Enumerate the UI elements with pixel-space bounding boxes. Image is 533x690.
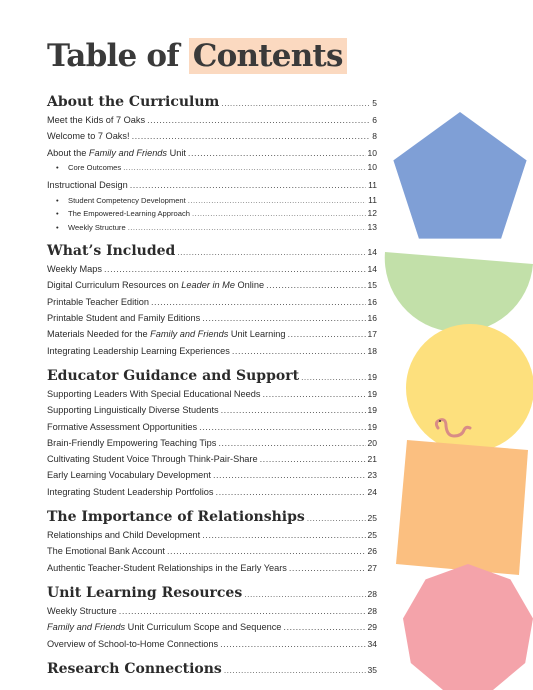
page-title bbox=[47, 38, 347, 74]
toc-label-post: Unit Learning bbox=[228, 329, 286, 340]
toc-leader-dots bbox=[289, 560, 366, 576]
toc-page-number: 19 bbox=[367, 388, 377, 399]
toc-page-number: 17 bbox=[367, 329, 377, 340]
toc-label: Printable Student and Family Editions bbox=[47, 313, 201, 324]
toc-page-number: 18 bbox=[367, 345, 377, 356]
toc-label: What’s Included bbox=[47, 243, 176, 260]
toc-leader-dots bbox=[221, 402, 366, 418]
toc-label bbox=[47, 326, 286, 342]
toc-section[interactable] bbox=[47, 507, 377, 527]
toc-section[interactable] bbox=[47, 366, 377, 386]
toc-leader-dots bbox=[218, 435, 365, 451]
toc-leader-dots bbox=[130, 177, 366, 193]
toc-leader-dots bbox=[213, 467, 366, 483]
toc-entry[interactable] bbox=[47, 145, 377, 161]
toc-leader-dots bbox=[167, 543, 366, 559]
toc-page-number: 28 bbox=[367, 605, 377, 616]
toc-leader-dots bbox=[151, 294, 366, 310]
toc-leader-dots bbox=[262, 386, 365, 402]
toc-label: • Core Outcomes bbox=[56, 161, 121, 175]
toc-page-number: 5 bbox=[372, 98, 377, 108]
toc-label: Meet the Kids of 7 Oaks bbox=[47, 115, 146, 125]
decorative-shapes-stack bbox=[380, 110, 533, 690]
toc-entry[interactable] bbox=[47, 435, 377, 451]
toc-page-number: 12 bbox=[367, 208, 377, 219]
toc-label: Cultivating Student Voice Through Think-Pair-Share bbox=[47, 454, 258, 465]
toc-page-number: 14 bbox=[367, 247, 377, 258]
toc-label-italic: Family and Friends bbox=[88, 147, 168, 158]
toc-entry[interactable] bbox=[47, 603, 377, 619]
toc-page-number: 10 bbox=[367, 147, 377, 158]
toc-leader-dots bbox=[307, 508, 366, 528]
toc-page-number: 35 bbox=[367, 664, 377, 675]
title-part-1: Table of bbox=[47, 38, 189, 74]
toc-label: Integrating Leadership Learning Experiences bbox=[47, 345, 230, 356]
toc-page-number: 24 bbox=[367, 486, 377, 497]
toc-page-number: 19 bbox=[367, 421, 377, 432]
table-of-contents bbox=[47, 92, 377, 679]
toc-subentry[interactable] bbox=[47, 221, 377, 235]
toc-page-number: 25 bbox=[367, 513, 377, 524]
toc-label: About the Curriculum bbox=[47, 94, 220, 110]
toc-page-number: 19 bbox=[367, 371, 377, 382]
toc-entry[interactable] bbox=[47, 277, 377, 293]
toc-page-number: 14 bbox=[367, 264, 377, 275]
toc-leader-dots bbox=[119, 603, 366, 619]
title-highlight: Contents bbox=[189, 38, 347, 74]
toc-leader-dots bbox=[224, 660, 366, 680]
toc-page-number: 13 bbox=[367, 221, 377, 232]
toc-page-number: 6 bbox=[372, 115, 377, 125]
toc-label-italic: Family and Friends bbox=[150, 329, 229, 340]
toc-leader-dots bbox=[199, 419, 365, 435]
toc-page-number: 21 bbox=[367, 454, 377, 465]
toc-label: The Emotional Bank Account bbox=[47, 546, 165, 557]
toc-label: Relationships and Child Development bbox=[47, 530, 201, 541]
toc-subentry[interactable] bbox=[47, 207, 377, 221]
toc-leader-dots bbox=[221, 93, 370, 113]
toc-entry[interactable] bbox=[47, 636, 377, 652]
toc-section[interactable] bbox=[47, 659, 377, 679]
toc-leader-dots bbox=[147, 112, 370, 128]
toc-entry[interactable] bbox=[47, 543, 377, 559]
circle-shape bbox=[406, 324, 533, 452]
toc-label: Integrating Student Leadership Portfolios bbox=[47, 486, 214, 497]
toc-leader-dots bbox=[188, 145, 366, 161]
toc-page-number: 11 bbox=[368, 194, 377, 205]
toc-label-pre: Materials Needed for the bbox=[47, 329, 151, 340]
toc-label: Formative Assessment Opportunities bbox=[47, 421, 198, 432]
toc-label: • The Empowered-Learning Approach bbox=[56, 207, 190, 221]
toc-label: Brain-Friendly Empowering Teaching Tips bbox=[47, 437, 217, 448]
toc-leader-dots bbox=[123, 161, 365, 175]
toc-leader-dots bbox=[216, 484, 366, 500]
toc-entry[interactable] bbox=[47, 177, 377, 193]
toc-page-number: 19 bbox=[367, 405, 377, 416]
toc-label bbox=[47, 145, 186, 161]
toc-label: Research Connections bbox=[47, 660, 222, 677]
toc-label: • Student Competency Development bbox=[56, 194, 186, 208]
half-circle-shape bbox=[385, 252, 533, 332]
toc-entry[interactable] bbox=[47, 310, 377, 326]
toc-label: The Importance of Relationships bbox=[47, 509, 305, 526]
toc-page-number: 10 bbox=[367, 161, 377, 172]
toc-page-number: 34 bbox=[367, 638, 377, 649]
toc-label bbox=[47, 277, 264, 293]
toc-entry[interactable] bbox=[47, 112, 377, 128]
toc-leader-dots bbox=[202, 527, 365, 543]
toc-leader-dots bbox=[301, 367, 365, 387]
toc-label: Overview of School-to-Home Connections bbox=[47, 638, 219, 649]
toc-label bbox=[47, 619, 281, 635]
toc-page-number: 20 bbox=[367, 437, 377, 448]
toc-subentry[interactable] bbox=[47, 194, 377, 208]
toc-label-italic: Leader in Me bbox=[181, 280, 235, 291]
toc-label-italic: Family and Friends bbox=[47, 622, 126, 633]
toc-page-number: 28 bbox=[367, 588, 377, 599]
toc-entry[interactable] bbox=[47, 402, 377, 418]
toc-label-pre: Digital Curriculum Resources on bbox=[47, 280, 182, 291]
toc-leader-dots bbox=[260, 451, 366, 467]
toc-page-number: 29 bbox=[367, 622, 377, 633]
toc-leader-dots bbox=[188, 194, 366, 208]
toc-leader-dots bbox=[283, 619, 365, 635]
toc-label: Unit Learning Resources bbox=[47, 584, 243, 601]
toc-entry[interactable] bbox=[47, 343, 377, 359]
toc-leader-dots bbox=[177, 242, 365, 262]
toc-entry[interactable] bbox=[47, 527, 377, 543]
toc-leader-dots bbox=[104, 261, 366, 277]
toc-entry[interactable] bbox=[47, 560, 377, 576]
toc-label: Supporting Leaders With Special Educational Needs bbox=[47, 388, 261, 399]
toc-subentry[interactable] bbox=[47, 161, 377, 175]
toc-entry[interactable] bbox=[47, 386, 377, 402]
toc-leader-dots bbox=[192, 207, 366, 221]
toc-page-number: 16 bbox=[367, 296, 377, 307]
toc-label: Educator Guidance and Support bbox=[47, 367, 300, 384]
toc-leader-dots bbox=[266, 277, 365, 293]
toc-label: Weekly Structure bbox=[47, 605, 117, 616]
toc-label: Supporting Linguistically Diverse Students bbox=[47, 405, 219, 416]
toc-entry[interactable] bbox=[47, 419, 377, 435]
toc-label-post: Online bbox=[234, 280, 265, 291]
toc-leader-dots bbox=[128, 221, 366, 235]
toc-leader-dots bbox=[220, 636, 365, 652]
toc-entry[interactable] bbox=[47, 294, 377, 310]
toc-leader-dots bbox=[244, 584, 365, 604]
toc-entry[interactable] bbox=[47, 261, 377, 277]
toc-page-number: 11 bbox=[368, 180, 377, 191]
toc-page-number: 25 bbox=[367, 530, 377, 541]
toc-page-number: 15 bbox=[367, 280, 377, 291]
toc-entry[interactable] bbox=[47, 619, 377, 635]
toc-leader-dots bbox=[202, 310, 365, 326]
toc-label: • Weekly Structure bbox=[56, 221, 126, 235]
toc-label: Printable Teacher Edition bbox=[47, 296, 149, 307]
toc-page-number: 8 bbox=[372, 131, 377, 142]
toc-leader-dots bbox=[132, 128, 371, 144]
toc-entry[interactable] bbox=[47, 326, 377, 342]
toc-page-number: 23 bbox=[367, 470, 377, 481]
toc-entry[interactable] bbox=[47, 484, 377, 500]
toc-label-post: Unit bbox=[167, 147, 186, 158]
toc-section[interactable] bbox=[47, 241, 377, 261]
toc-label: Early Learning Vocabulary Development bbox=[47, 470, 211, 481]
pentagon-shape bbox=[393, 112, 526, 239]
toc-entry[interactable] bbox=[47, 467, 377, 483]
toc-page-number: 16 bbox=[367, 313, 377, 324]
toc-label-post: Unit Curriculum Scope and Sequence bbox=[125, 622, 282, 633]
toc-label-pre: About the bbox=[47, 147, 89, 158]
toc-leader-dots bbox=[288, 326, 366, 342]
toc-label: Authentic Teacher-Student Relationships in the Early Years bbox=[47, 562, 287, 573]
square-shape bbox=[396, 440, 528, 575]
nonagon-shape bbox=[403, 564, 533, 690]
toc-page-number: 26 bbox=[367, 546, 377, 557]
toc-section[interactable] bbox=[47, 583, 377, 603]
toc-entry[interactable] bbox=[47, 128, 377, 144]
toc-label: Welcome to 7 Oaks! bbox=[47, 131, 130, 142]
toc-section[interactable] bbox=[47, 92, 377, 112]
toc-leader-dots bbox=[232, 343, 366, 359]
toc-label: Instructional Design bbox=[47, 180, 128, 191]
toc-label: Weekly Maps bbox=[47, 264, 102, 275]
toc-entry[interactable] bbox=[47, 451, 377, 467]
toc-page-number: 27 bbox=[367, 562, 377, 573]
